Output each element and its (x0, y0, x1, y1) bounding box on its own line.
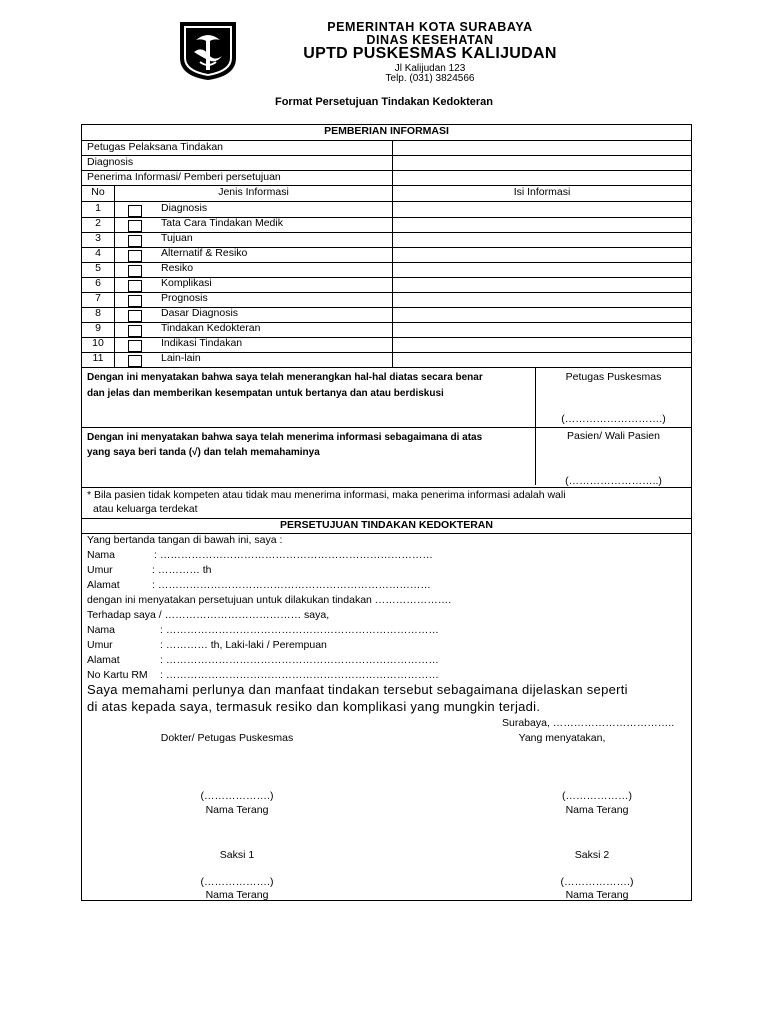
label-kartu-rm: No Kartu RM (87, 669, 148, 681)
col-header-no: No (91, 186, 105, 198)
consent-terhadap: Terhadap saya / ………………………………… saya, (87, 609, 330, 621)
saksi-2-title: Saksi 2 (574, 849, 610, 861)
sign-title-dokter: Dokter/ Petugas Puskesmas (160, 732, 294, 744)
item-label: Komplikasi (161, 277, 212, 289)
item-label: Diagnosis (161, 202, 208, 214)
sign-title-pasien: Pasien/ Wali Pasien (567, 430, 660, 442)
item-no: 6 (95, 277, 101, 289)
field-isi-tindakan[interactable] (393, 322, 691, 336)
nama-terang-dokter: Nama Terang (205, 804, 269, 816)
nama-terang-saksi-2: Nama Terang (565, 889, 629, 901)
checkbox-tata-cara[interactable] (128, 220, 142, 232)
field-isi-tata-cara[interactable] (393, 217, 691, 231)
statement-pasien-line2: yang saya beri tanda (√) dan telah memahaminya (87, 447, 320, 458)
checkbox-indikasi[interactable] (128, 340, 142, 352)
understand-line1: Saya memahami perlunya dan manfaat tindakan tersebut sebagaimana dijelaskan seperti (87, 682, 628, 697)
checkbox-dasar-diagnosis[interactable] (128, 310, 142, 322)
header-department: DINAS KESEHATAN (366, 33, 494, 47)
item-no: 9 (95, 322, 101, 334)
field-petugas[interactable] (393, 141, 691, 155)
header-clinic-name: UPTD PUSKESMAS KALIJUDAN (303, 45, 557, 62)
field-penerima[interactable] (393, 171, 691, 185)
header-government: PEMERINTAH KOTA SURABAYA (327, 20, 533, 34)
checkbox-komplikasi[interactable] (128, 280, 142, 292)
nama-terang-menyatakan: Nama Terang (565, 804, 629, 816)
section-title-consent: PERSETUJUAN TINDAKAN KEDOKTERAN (280, 519, 493, 531)
item-label: Prognosis (161, 292, 208, 304)
item-label: Tujuan (161, 232, 193, 244)
saksi-1-title: Saksi 1 (219, 849, 255, 861)
col-header-jenis: Jenis Informasi (218, 186, 289, 198)
field-isi-lain-lain[interactable] (393, 352, 691, 366)
field-isi-resiko[interactable] (393, 262, 691, 276)
field-isi-komplikasi[interactable] (393, 277, 691, 291)
field-isi-dasar-diagnosis[interactable] (393, 307, 691, 321)
consent-intro: Yang bertanda tangan di bawah ini, saya : (87, 534, 283, 546)
label-petugas: Petugas Pelaksana Tindakan (87, 141, 224, 153)
sign-blank-saksi-2[interactable]: (……………….) (560, 876, 634, 888)
item-no: 8 (95, 307, 101, 319)
label-nama: Nama (87, 549, 116, 561)
item-no: 3 (95, 232, 101, 244)
item-no: 11 (92, 352, 104, 364)
nama-terang-saksi-1: Nama Terang (205, 889, 269, 901)
field-nama[interactable]: : …………………………………………………………………… (154, 549, 433, 561)
header-phone: Telp. (031) 3824566 (385, 73, 475, 84)
item-no: 1 (95, 202, 101, 214)
sign-title-menyatakan: Yang menyatakan, (518, 732, 606, 744)
place-date[interactable]: Surabaya, …………………………….. (502, 717, 675, 729)
field-umur[interactable]: : ………… th (152, 564, 212, 576)
item-label: Tindakan Kedokteran (161, 322, 261, 334)
field-nama-2[interactable]: : …………………………………………………………………… (160, 624, 439, 636)
field-isi-tujuan[interactable] (393, 232, 691, 246)
field-isi-indikasi[interactable] (393, 337, 691, 351)
item-label: Resiko (161, 262, 194, 274)
field-isi-alternatif[interactable] (393, 247, 691, 261)
checkbox-alternatif[interactable] (128, 250, 142, 262)
item-no: 2 (95, 217, 101, 229)
checkbox-tujuan[interactable] (128, 235, 142, 247)
label-alamat: Alamat (87, 579, 120, 591)
statement-petugas-line2: dan jelas dan memberikan kesempatan untuk bertanya dan atau berdiskusi (87, 388, 444, 399)
checkbox-diagnosis[interactable] (128, 205, 142, 217)
field-isi-diagnosis[interactable] (393, 202, 691, 216)
sign-blank-pasien[interactable]: (……………………..) (565, 475, 662, 487)
consent-statement: dengan ini menyatakan persetujuan untuk dilakukan tindakan …………………. (87, 594, 452, 606)
col-header-isi: Isi Informasi (513, 186, 571, 198)
item-label: Dasar Diagnosis (161, 307, 239, 319)
consent-form-table (81, 124, 692, 901)
field-isi-prognosis[interactable] (393, 292, 691, 306)
sign-blank-petugas[interactable]: (……………………….) (561, 413, 666, 425)
header-address: Jl Kalijudan 123 (394, 63, 466, 74)
field-umur-2[interactable]: : ………… th, Laki-laki / Perempuan (160, 639, 327, 651)
form-title: Format Persetujuan Tindakan Kedokteran (274, 96, 494, 108)
label-umur-2: Umur (87, 639, 113, 651)
sign-blank-saksi-1[interactable]: (……………….) (200, 876, 274, 888)
item-label: Indikasi Tindakan (161, 337, 243, 349)
surabaya-emblem-logo (176, 18, 240, 82)
checkbox-tindakan[interactable] (128, 325, 142, 337)
section-title-info: PEMBERIAN INFORMASI (324, 125, 449, 137)
understand-line2: di atas kepada saya, termasuk resiko dan komplikasi yang mungkin terjadi. (87, 699, 541, 714)
label-umur: Umur (87, 564, 113, 576)
statement-pasien-line1: Dengan ini menyatakan bahwa saya telah menerima informasi sebagaimana di atas (87, 432, 483, 443)
field-alamat-2[interactable]: : …………………………………………………………………… (160, 654, 439, 666)
field-alamat[interactable]: : …………………………………………………………………… (152, 579, 431, 591)
item-label: Alternatif & Resiko (161, 247, 248, 259)
sign-title-petugas: Petugas Puskesmas (565, 371, 662, 383)
sign-blank-dokter[interactable]: (……………….) (200, 790, 274, 802)
field-kartu-rm[interactable]: : …………………………………………………………………… (160, 669, 439, 681)
label-diagnosis: Diagnosis (87, 156, 134, 168)
field-diagnosis[interactable] (393, 156, 691, 170)
note-line2: atau keluarga terdekat (93, 503, 198, 515)
item-no: 5 (95, 262, 101, 274)
sign-blank-menyatakan[interactable]: (………………) (562, 790, 632, 802)
label-alamat-2: Alamat (87, 654, 120, 666)
info-item-list (82, 202, 691, 368)
statement-petugas-line1: Dengan ini menyatakan bahwa saya telah menerangkan hal-hal diatas secara benar (87, 372, 483, 383)
item-label: Lain-lain (161, 352, 201, 364)
checkbox-resiko[interactable] (128, 265, 142, 277)
label-nama-2: Nama (87, 624, 116, 636)
checkbox-lain-lain[interactable] (128, 355, 142, 367)
item-no: 4 (95, 247, 101, 259)
item-no: 7 (95, 292, 101, 304)
note-line1: * Bila pasien tidak kompeten atau tidak mau menerima informasi, maka penerima informasi adalah wali (87, 489, 566, 501)
label-penerima: Penerima Informasi/ Pemberi persetujuan (87, 171, 281, 183)
item-label: Tata Cara Tindakan Medik (161, 217, 283, 229)
checkbox-prognosis[interactable] (128, 295, 142, 307)
item-no: 10 (92, 337, 104, 349)
